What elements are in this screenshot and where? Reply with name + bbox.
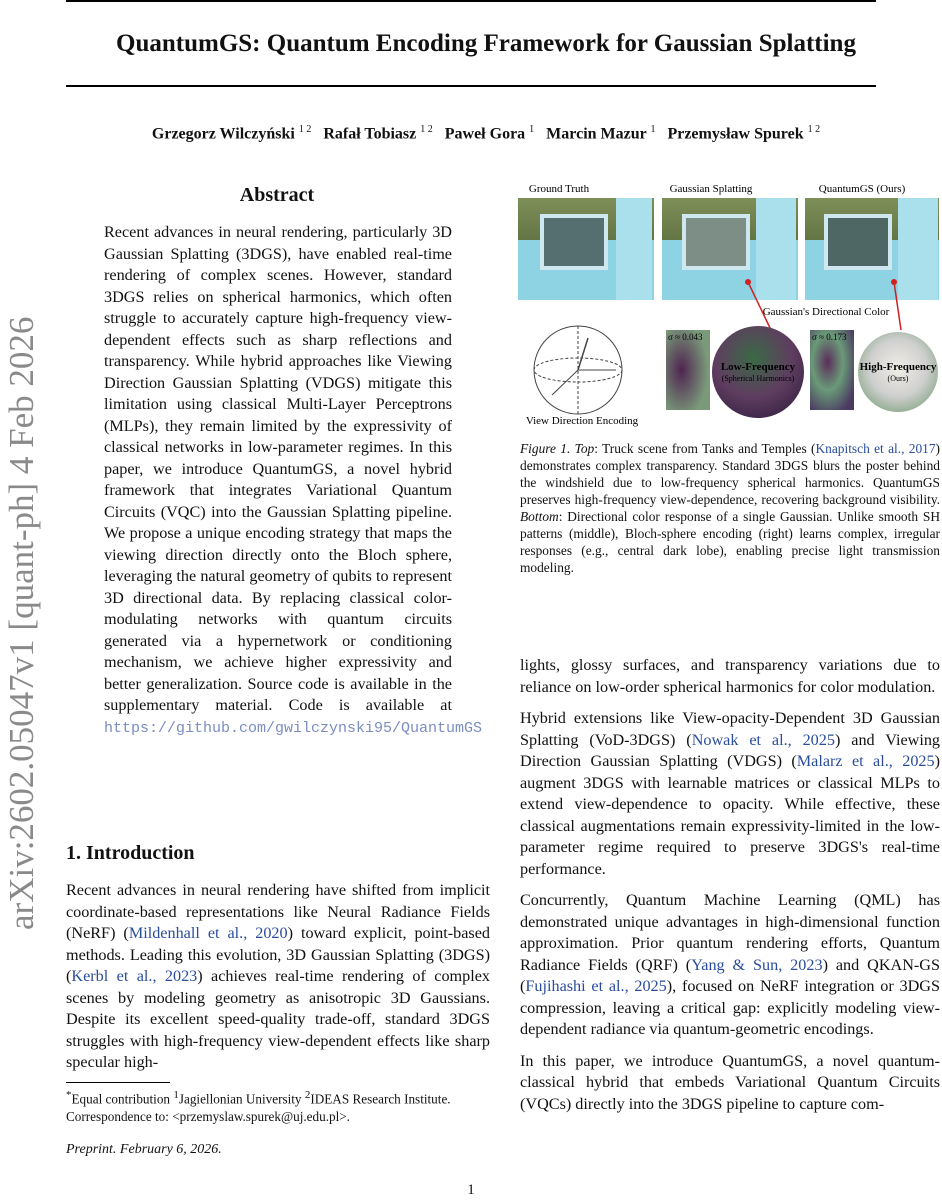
high-freq-map xyxy=(810,330,854,410)
sigma-high: σ ≈ 0.173 xyxy=(812,332,847,342)
abstract-body: Recent advances in neural rendering, particularly 3D Gaussian Splatting (3DGS), have enabled real-time rendering of complex scenes. However, standard 3DGS relies on spherical harmonics, which often struggle to accurately capture high-frequency view-dependent effects such as sharp reflections and transparency. While hybrid approaches like Viewing Direction Gaussian Splatting (VDGS) mitigate this limitation using classical Multi-Layer Perceptrons (MLPs), they remain limited by the expressivity of classical networks in low-parameter regimes. In this paper, we introduce QuantumGS, a novel hybrid framework that integrates Variational Quantum Circuits (VQC) into the Gaussian Splatting pipeline. We propose a unique encoding strategy that maps the viewing direction directly onto the Bloch sphere, leveraging the natural geometry of qubits to represent 3D directional data. By replacing classical color-modulating networks with quantum circuits generated via a hypernetwork or conditioning mechanism, we achieve higher expressivity and better generalization. Source code is available in the supplementary material. Code is available at https://github.com/gwilczynski95/QuantumGS xyxy=(104,223,483,737)
citation[interactable]: Kerbl et al., 2023 xyxy=(71,967,198,985)
ground-truth-photo xyxy=(518,198,654,300)
high-freq-label: High-Frequency xyxy=(859,361,937,373)
arxiv-stamp: arXiv:2602.05047v1 [quant-ph] 4 Feb 2026 xyxy=(2,316,41,930)
sigma-low: σ ≈ 0.043 xyxy=(668,332,703,342)
abstract-heading: Abstract xyxy=(239,184,315,206)
paper-title: QuantumGS: Quantum Encoding Framework for Gaussian Splatting xyxy=(116,30,856,57)
top-rule xyxy=(66,0,876,2)
low-freq-map xyxy=(666,330,710,410)
section-heading: 1. Introduction xyxy=(66,842,195,864)
panel-label: Ground Truth xyxy=(528,183,590,195)
author-list: Grzegorz Wilczyński $^{1 2}$ Rafał Tobiasz $^{1 2}$ Paweł Gora $^1$ Marcin Mazur $^1$ Przemysław Spurek $^{1 2}$ xyxy=(151,124,821,143)
directional-color-label: Gaussian's Directional Color xyxy=(762,306,890,318)
author: Paweł Gora xyxy=(444,125,526,143)
figure-caption: Figure 1. Top: Truck scene from Tanks and Temples (Knapitsch et al., 2017) demonstrates complex transparency. Standard 3DGS blurs the poster behind the windshield due to low-frequency spherical harmonics. QuantumGS preserves high-frequency view-dependence, recovering background visibility. Bottom: Directional color response of a single Gaussian. Unlike smooth SH patterns (middle), Bloch-sphere encoding (right) learns complex, irregular responses (e.g., central dark lobe), enabling precise light transmission modeling. xyxy=(520,441,940,575)
panel-label: QuantumGS (Ours) xyxy=(818,183,906,195)
footnote: *Equal contribution $^1$Jagiellonian University $^2$IDEAS Research Institute. Correspondence to: <przemyslaw.spurek@uj.edu.pl>. xyxy=(66,1089,451,1125)
high-freq-sub: (Ours) xyxy=(887,374,909,383)
citation[interactable]: Knapitsch et al., 2017 xyxy=(815,441,936,456)
page-number: 1 xyxy=(467,1182,475,1198)
panel-label: Gaussian Splatting xyxy=(669,183,753,195)
author: Przemysław Spurek xyxy=(667,125,804,143)
intro-right-column: lights, glossy surfaces, and transparency variations due to reliance on low-order spherical harmonics for color modulation. Hybrid extensions like View-opacity-Dependent 3D Gaussian Splatting (VoD-3DGS) (Nowak et al., 2025) and Viewing Direction Gaussian Splatting (VDGS) (Malarz et al., 2025) augment 3DGS with learnable matrices or classical MLPs to extend view-dependence to opacity. While effective, these classical augmentations remain expressivity-limited in the low-parameter regime required to preserve 3DGS's real-time performance. Concurrently, Quantum Machine Learning (QML) has demonstrated unique advantages in high-dimensional function approximation. Prior quantum rendering efforts, Quantum Radiance Fields (QRF) (Yang & Sun, 2023) and QKAN-GS (Fujihashi et al., 2025), focused on NeRF integration or 3DGS compression, leaving a critical gap: explicitly modeling view-dependent radiance via quantum-geometric encodings. In this paper, we introduce QuantumGS, a novel quantum-classical hybrid that embeds Variational Quantum Circuits (VQCs) directly into the 3DGS pipeline to capture com- xyxy=(520,656,941,1113)
figure-1 xyxy=(516,180,940,430)
title-rule xyxy=(66,85,876,87)
author: Grzegorz Wilczyński xyxy=(151,125,295,143)
footnote-rule xyxy=(66,1082,170,1083)
gaussian-splatting-photo xyxy=(662,198,798,300)
author: Rafał Tobiasz xyxy=(323,125,417,143)
author: Marcin Mazur xyxy=(546,125,647,143)
view-encoding-label: View Direction Encoding xyxy=(525,415,639,427)
low-freq-label: Low-Frequency xyxy=(720,361,796,373)
bloch-sphere xyxy=(534,326,622,414)
citation[interactable]: Mildenhall et al., 2020 xyxy=(128,924,288,942)
low-freq-sub: (Spherical Harmonics) xyxy=(721,374,795,383)
code-link[interactable]: https://github.com/gwilczynski95/QuantumGS xyxy=(104,719,483,737)
preprint-line: Preprint. February 6, 2026. xyxy=(66,1142,222,1157)
intro-left-column: Recent advances in neural rendering have shifted from implicit coordinate-based representations like Neural Radiance Fields (NeRF) (Mildenhall et al., 2020) toward explicit, point-based methods. Leading this evolution, 3D Gaussian Splatting (3DGS) (Kerbl et al., 2023) achieves real-time rendering of complex scenes by modeling geometry as anisotropic 3D Gaussians. Despite its excellent speed-quality trade-off, standard 3DGS struggles with high-frequency view-dependent effects like sharp specular high- xyxy=(66,881,490,1071)
quantumgs-photo xyxy=(805,198,939,300)
